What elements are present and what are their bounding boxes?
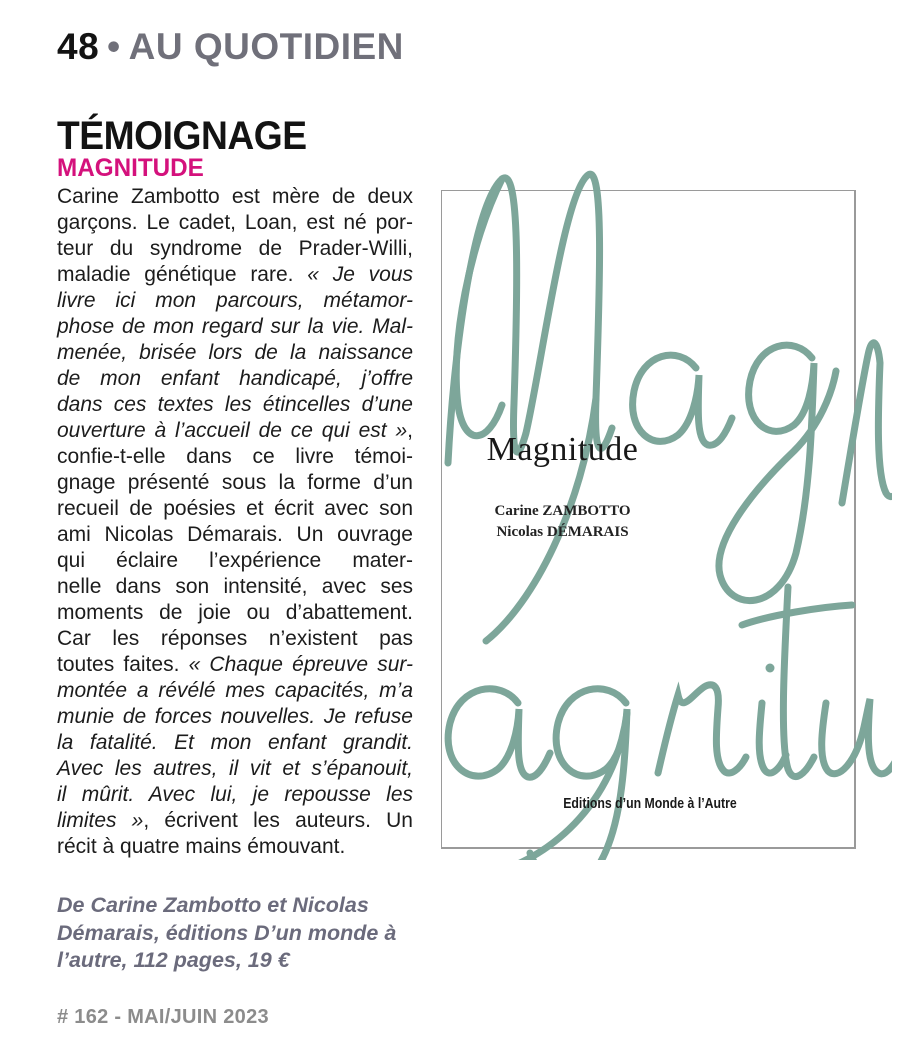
body-line: de mon enfant handicapé, j’offre [57, 367, 413, 390]
body-line: Car les réponses n’existent pas [57, 627, 413, 650]
body-line: phose de mon regard sur la vie. Mal- [57, 315, 413, 338]
cover-author: Carine ZAMBOTTO [494, 503, 631, 519]
article-body [57, 184, 413, 860]
header-bullet: • [107, 26, 121, 67]
body-line: confie-t-elle dans ce livre témoi- [57, 445, 413, 468]
body-line: toutes faites. « Chaque épreuve sur- [57, 653, 414, 676]
body-line: montée a révélé mes capacités, m’a [57, 679, 413, 702]
body-line: maladie génétique rare. « Je vous [57, 263, 414, 286]
section-title: AU QUOTIDIEN [128, 26, 404, 67]
body-line: dans ces textes les étincelles d’une [57, 393, 413, 416]
issue-footer: # 162 - MAI/JUIN 2023 [57, 1006, 269, 1028]
article-kicker: TÉMOIGNAGE [57, 114, 307, 158]
cover-title-block [450, 431, 675, 543]
credit-line: De Carine Zambotto et Nicolas [57, 893, 369, 917]
body-line: il mûrit. Avec lui, je repousse les [57, 783, 413, 806]
body-line: recueil de poésies et écrit avec son [57, 497, 413, 520]
book-credit [57, 892, 396, 975]
cover-publisher: Editions d’un Monde à l’Autre [563, 795, 737, 812]
body-line: garçons. Le cadet, Loan, est né por- [57, 211, 413, 234]
body-line: nelle dans son intensité, avec ses [57, 575, 413, 598]
body-line: livre ici mon parcours, métamor- [57, 289, 413, 312]
body-line: gnage présenté sous la forme d’un [57, 471, 413, 494]
body-line: moments de joie ou d’abattement. [57, 601, 413, 624]
body-line: menée, brisée lors de la naissance [57, 341, 413, 364]
body-line: récit à quatre mains émouvant. [57, 835, 346, 858]
body-line: qui éclaire l’expérience mater- [57, 549, 413, 572]
credit-line: l’autre, 112 pages, 19 € [57, 948, 290, 972]
credit-line: Démarais, éditions D’un monde à [57, 920, 397, 945]
book-cover [430, 163, 892, 860]
body-line: limites », écrivent les auteurs. Un [57, 809, 413, 832]
cover-authors [450, 501, 675, 543]
cover-title: Magnitude [486, 431, 639, 468]
body-line: ami Nicolas Démarais. Un ouvrage [57, 523, 413, 546]
page-header [57, 26, 404, 68]
script-agnitu-bottom [448, 587, 892, 860]
body-line: Avec les autres, il vit et s’épanouit, [57, 757, 413, 780]
article-rubric: MAGNITUDE [57, 154, 204, 182]
body-line: Carine Zambotto est mère de deux [57, 185, 413, 208]
page-number: 48 [57, 26, 100, 67]
body-line: munie de forces nouvelles. Je refuse [57, 705, 413, 728]
body-line: ouverture à l’accueil de ce qui est », [57, 419, 413, 442]
cover-author: Nicolas DÉMARAIS [496, 524, 629, 540]
body-line: teur du syndrome de Prader-Willi, [57, 237, 413, 260]
script-magn-top [448, 174, 892, 641]
body-line: la fatalité. Et mon enfant grandit. [57, 731, 413, 754]
